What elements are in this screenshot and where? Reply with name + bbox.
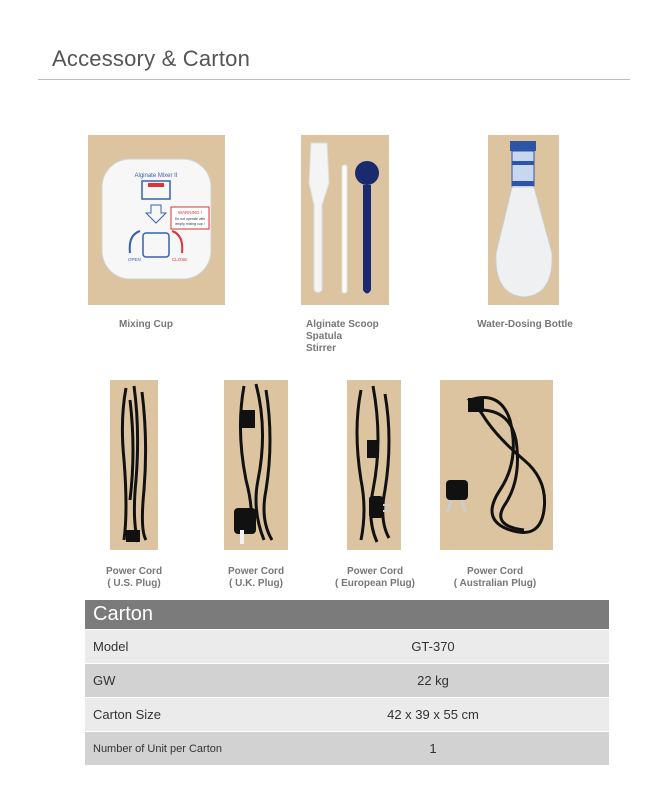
row-value: 22 kg (417, 673, 449, 688)
table-row (85, 697, 609, 731)
open-label: OPEN (128, 257, 141, 262)
warning-line-1: Do not operate with (174, 217, 206, 221)
table-row (85, 731, 609, 765)
caption-line: ( Australian Plug) (453, 578, 537, 589)
mixing-cup-image (88, 135, 225, 305)
caption-line: Power Cord (105, 566, 163, 577)
title-divider (38, 79, 630, 80)
carton-table-title: Carton (85, 600, 609, 629)
caption-line: Power Cord (227, 566, 285, 577)
mixing-cup-caption (96, 319, 196, 331)
row-value: GT-370 (411, 639, 455, 654)
power-cord-eu-image (347, 380, 401, 550)
warning-line-2: empty mixing cup ! (175, 222, 205, 226)
power-cord-au-caption (450, 566, 540, 590)
caption-line: Spatula (306, 331, 343, 342)
water-dosing-bottle-image (488, 135, 559, 305)
power-cord-uk-caption (216, 566, 296, 590)
caption-line: Power Cord (466, 566, 524, 577)
mixer-label: Alginate Mixer II (134, 173, 178, 179)
power-cord-eu-caption (330, 566, 420, 590)
row-value: 42 x 39 x 55 cm (387, 707, 479, 722)
row-label: GW (93, 673, 116, 688)
row-value: 1 (429, 741, 437, 756)
caption-line: Stirrer (306, 343, 337, 354)
caption-line: Power Cord (346, 566, 404, 577)
scoop-spatula-stirrer-image (301, 135, 389, 305)
caption-line: ( U.S. Plug) (107, 578, 161, 589)
power-cord-us-caption (94, 566, 174, 590)
power-cord-au-image (440, 380, 553, 550)
caption-line: Water-Dosing Bottle (477, 319, 573, 330)
warning-label: WARNING ! (177, 210, 203, 215)
row-label: Model (93, 639, 129, 654)
caption-line: Alginate Scoop (306, 319, 379, 330)
row-label: Carton Size (93, 707, 161, 722)
table-row (85, 629, 609, 663)
power-cord-us-image (110, 380, 158, 550)
row-label: Number of Unit per Carton (93, 742, 222, 755)
table-row (85, 663, 609, 697)
caption-line: ( U.K. Plug) (229, 578, 283, 589)
close-label: CLOSE (172, 257, 188, 262)
carton-table (85, 600, 609, 765)
caption-line: ( European Plug) (335, 578, 415, 589)
power-cord-uk-image (224, 380, 288, 550)
caption-line: Mixing Cup (119, 319, 173, 330)
page-title: Accessory & Carton (52, 46, 251, 71)
scoop-caption (306, 319, 396, 355)
bottle-caption (470, 319, 580, 331)
